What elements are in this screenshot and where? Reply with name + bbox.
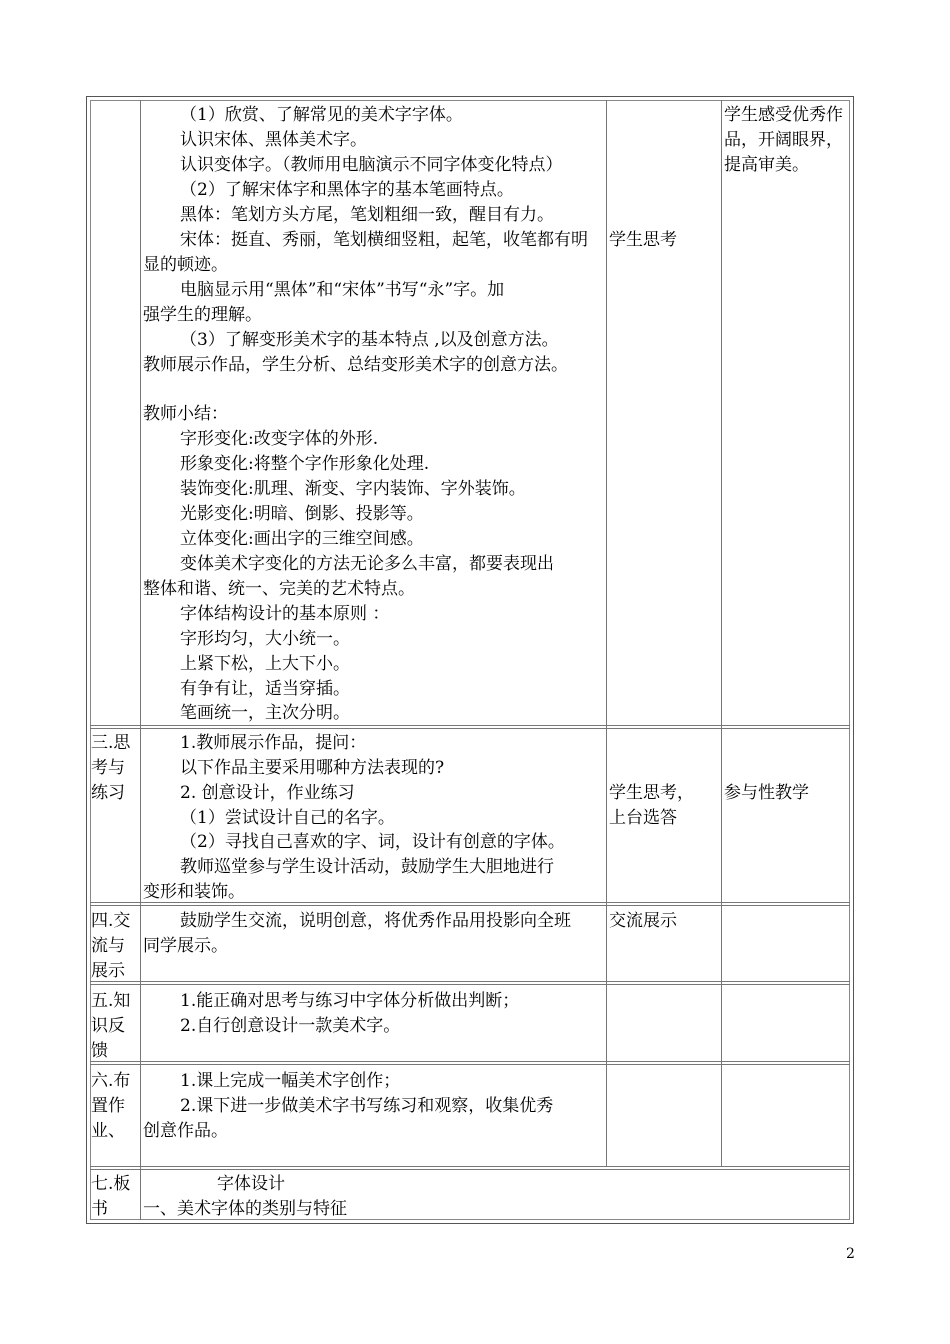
row-4-stage-label: 五.知识反馈 [91,991,131,1061]
text-line: 字形均匀，大小统一。 [180,629,350,649]
text-line: 2.课下进一步做美术字书写练习和观察，收集优秀 [180,1096,554,1116]
row-divider-5b [90,1169,850,1170]
text-line: 光影变化:明暗、倒影、投影等。 [180,504,424,524]
text-line: 字形变化:改变字体的外形. [180,429,379,449]
row-divider-1b [90,728,850,729]
text-line: （3）了解变形美术字的基本特点 ,以及创意方法。 [180,330,559,350]
text-line: 整体和谐、统一、完美的艺术特点。 [143,579,415,599]
row-2-stage-label: 三.思考与练习 [91,733,131,803]
text-line: 字体设计 [217,1174,285,1194]
text-line: 字体结构设计的基本原则 ： [180,604,390,624]
text-line: （1）欣赏、了解常见的美术字字体。 [180,105,463,125]
text-line: 装饰变化:肌理、渐变、字内装饰、字外装饰。 [180,479,526,499]
row-6-stage-label: 七.板书 [91,1174,131,1219]
row-divider-2b [90,905,850,906]
text-line: 显的顿迹。 [143,255,228,275]
column-divider-3 [721,100,722,1166]
text-line: 一、美术字体的类别与特征 [143,1199,347,1219]
text-line: 有争有让，适当穿插。 [180,679,350,699]
row-divider-4b [90,1064,850,1065]
text-line: 1.教师展示作品，提问： [180,733,367,753]
text-line: 教师巡堂参与学生设计活动，鼓励学生大胆地进行 [180,857,554,877]
page-number: 2 [846,1246,855,1262]
text-line: 教师小结： [143,404,228,424]
row-2-student-activity: 学生思考，上台选答 [609,783,694,828]
text-line: 以下作品主要采用哪种方法表现的? [180,758,445,778]
row-2-design-intent: 参与性教学 [724,783,809,803]
text-line: 教师展示作品，学生分析、总结变形美术字的创意方法。 [143,355,568,375]
text-line: 笔画统一，主次分明。 [180,703,350,723]
text-line: 创意作品。 [143,1121,228,1141]
text-line: 变形和装饰。 [143,882,245,902]
text-line: 电脑显示用“黑体”和“宋体”书写“永”字。加 [180,280,505,300]
text-line: 变体美术字变化的方法无论多么丰富，都要表现出 [180,554,554,574]
text-line: 形象变化:将整个字作形象化处理. [180,454,430,474]
text-line: 2.自行创意设计一款美术字。 [180,1016,401,1036]
text-line: 认识宋体、黑体美术字。 [180,130,367,150]
text-line: 认识变体字。（教师用电脑演示不同字体变化特点） [180,155,563,175]
row-3-student-activity: 交流展示 [609,911,677,931]
row-divider-4 [90,1061,850,1062]
row-divider-3b [90,984,850,985]
text-line: 鼓励学生交流，说明创意，将优秀作品用投影向全班 [180,911,571,931]
text-line: 黑体：笔划方头方尾，笔划粗细一致，醒目有力。 [180,205,554,225]
row-3-stage-label: 四.交流与展示 [91,911,131,981]
column-divider-1 [140,100,141,1220]
text-line: 强学生的理解。 [143,305,262,325]
row-5-stage-label: 六.布置作业、 [91,1071,131,1141]
row-divider-5 [90,1166,850,1167]
text-line: 2. 创意设计，作业练习 [180,783,355,803]
text-line: 同学展示。 [143,936,228,956]
text-line: 上紧下松，上大下小。 [180,654,350,674]
text-line: 宋体：挺直、秀丽，笔划横细竖粗，起笔，收笔都有明 [180,230,588,250]
text-line: 立体变化:画出字的三维空间感。 [180,529,424,549]
text-line: （2）了解宋体字和黑体字的基本笔画特点。 [180,180,514,200]
text-line: 1.能正确对思考与练习中字体分析做出判断； [180,991,520,1011]
text-line: （2）寻找自己喜欢的字、词，设计有创意的字体。 [180,832,565,852]
text-line: 1.课上完成一幅美术字创作； [180,1071,401,1091]
row-1-student-activity: 学生思考 [609,230,677,250]
row-1-design-intent: 学生感受优秀作品，开阔眼界，提高审美。 [724,105,843,175]
text-line: （1）尝试设计自己的名字。 [180,808,395,828]
row-divider-3 [90,981,850,982]
column-divider-2 [606,100,607,1166]
